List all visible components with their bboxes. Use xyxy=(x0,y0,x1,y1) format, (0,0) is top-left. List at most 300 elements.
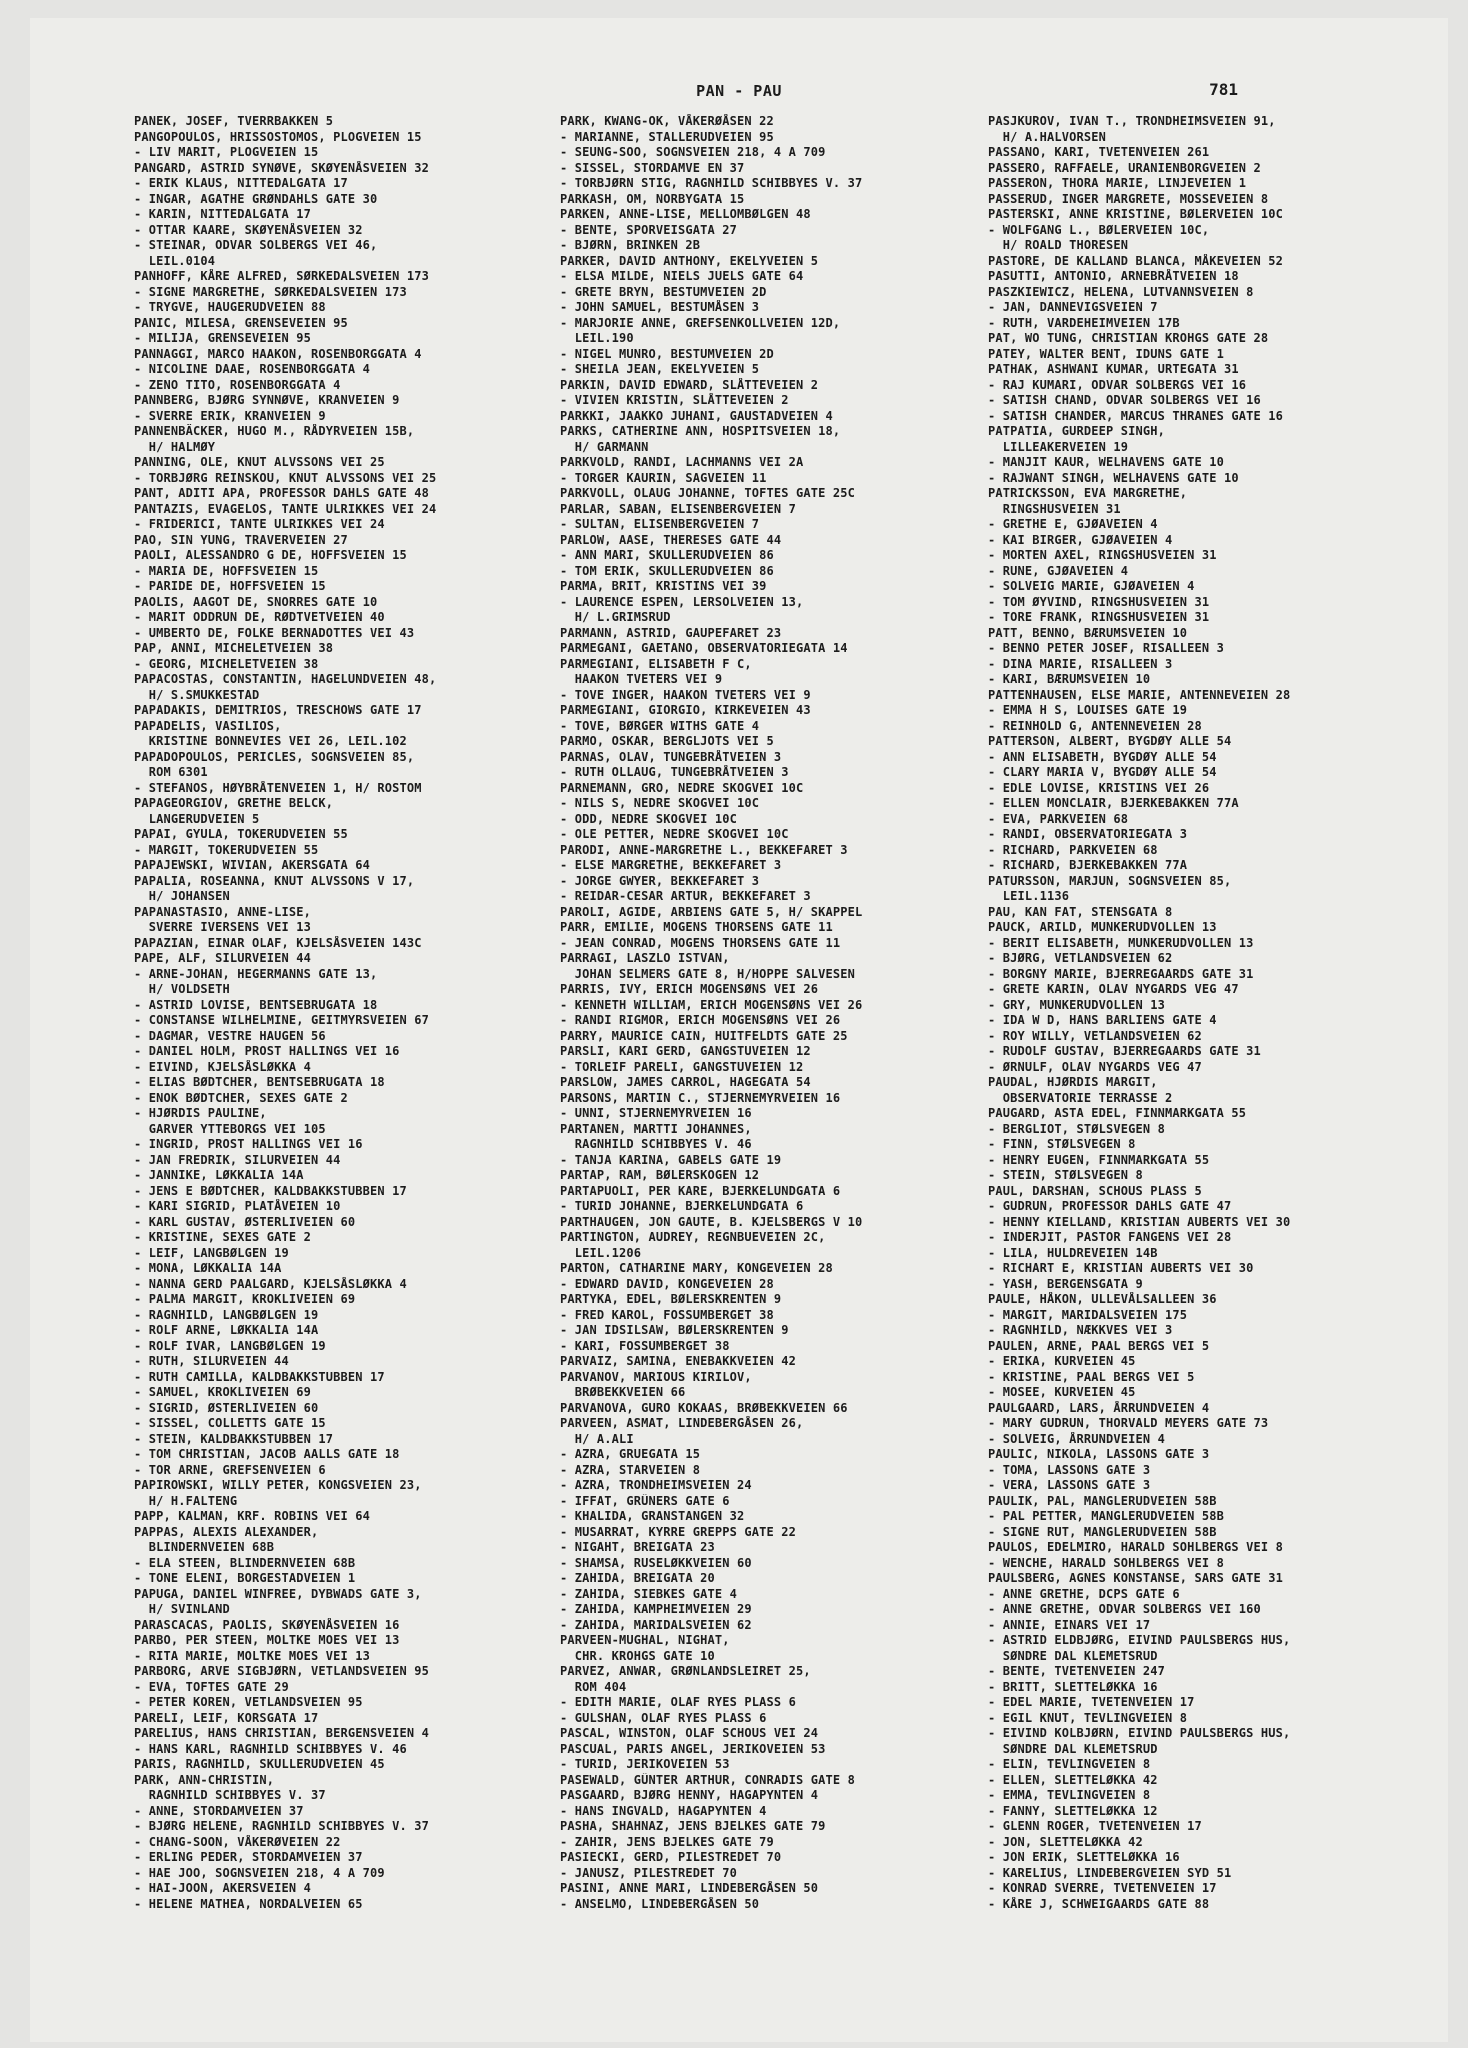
directory-entry-line: H/ A.HALVORSEN xyxy=(988,129,1106,144)
directory-entry-line: - OLE PETTER, NEDRE SKOGVEI 10C xyxy=(560,827,789,841)
directory-entry-line: PAPUGA, DANIEL WINFREE, DYBWADS GATE 3, xyxy=(134,1586,422,1601)
directory-entry-line: PASSERO, RAFFAELE, URANIENBORGVEIEN 2 xyxy=(988,160,1261,175)
directory-entry-line: PARMA, BRIT, KRISTINS VEI 39 xyxy=(560,579,767,593)
directory-entry-line: PARKIN, DAVID EDWARD, SLÅTTEVEIEN 2 xyxy=(560,377,819,392)
directory-entry-line: PAPANASTASIO, ANNE-LISE, xyxy=(134,904,311,919)
directory-entry-line: - ANNIE, EINARS VEI 17 xyxy=(988,1617,1151,1632)
directory-entry-line: H/ SVINLAND xyxy=(134,1602,230,1616)
directory-entry-line: - TOVE, BØRGER WITHS GATE 4 xyxy=(560,718,760,733)
directory-page xyxy=(30,18,1448,2042)
directory-entry-line: - BENNO PETER JOSEF, RISALLEEN 3 xyxy=(988,641,1224,655)
directory-entry-line: PAUGARD, ASTA EDEL, FINNMARKGATA 55 xyxy=(988,1106,1247,1120)
directory-entry-line: - ANNE GRETHE, DCPS GATE 6 xyxy=(988,1586,1180,1601)
directory-entry-line: - SATISH CHAND, ODVAR SOLBERGS VEI 16 xyxy=(988,393,1261,407)
directory-entry-line: - EGIL KNUT, TEVLINGVEIEN 8 xyxy=(988,1710,1188,1725)
directory-entry-line: - MARIANNE, STALLERUDVEIEN 95 xyxy=(560,129,774,144)
directory-entry-line: PASEWALD, GÜNTER ARTHUR, CONRADIS GATE 8 xyxy=(560,1772,855,1787)
directory-entry-line: - ELLEN MONCLAIR, BJERKEBAKKEN 77A xyxy=(988,796,1239,810)
directory-entry-line: - GULSHAN, OLAF RYES PLASS 6 xyxy=(560,1710,767,1725)
directory-entry-line: - KÅRE J, SCHWEIGAARDS GATE 88 xyxy=(988,1896,1210,1911)
directory-entry-line: - UMBERTO DE, FOLKE BERNADOTTES VEI 43 xyxy=(134,625,415,640)
directory-entry-line: LEIL.1206 xyxy=(560,1245,642,1260)
directory-entry-line: PATPATIA, GURDEEP SINGH, xyxy=(988,424,1165,438)
directory-entry-line: - LIV MARIT, PLOGVEIEN 15 xyxy=(134,145,319,159)
directory-entry-line: - EVA, TOFTES GATE 29 xyxy=(134,1679,289,1694)
directory-entry-line: - BJØRG, VETLANDSVEIEN 62 xyxy=(988,951,1173,965)
directory-entry-line: - NILS S, NEDRE SKOGVEI 10C xyxy=(560,796,760,810)
directory-entry-line: H/ S.SMUKKESTAD xyxy=(134,687,260,702)
directory-entry-line: PARMANN, ASTRID, GAUPEFARET 23 xyxy=(560,625,782,640)
directory-entry-line: - STEIN, KALDBAKKSTUBBEN 17 xyxy=(134,1431,334,1446)
directory-entry-line: RINGSHUSVEIEN 31 xyxy=(988,501,1121,516)
directory-column-2 xyxy=(560,114,980,1912)
directory-entry-line: - STEINAR, ODVAR SOLBERGS VEI 46, xyxy=(134,238,378,252)
directory-entry-line: PASTERSKI, ANNE KRISTINE, BØLERVEIEN 10C xyxy=(988,207,1283,221)
directory-entry-line: PARMEGIANI, ELISABETH F C, xyxy=(560,656,752,671)
directory-entry-line: PAPADAKIS, DEMITRIOS, TRESCHOWS GATE 17 xyxy=(134,703,422,717)
directory-entry-line: CHR. KROHGS GATE 10 xyxy=(560,1648,715,1663)
directory-entry-line: - HENRY EUGEN, FINNMARKGATA 55 xyxy=(988,1152,1210,1167)
directory-entry-line: - AZRA, TRONDHEIMSVEIEN 24 xyxy=(560,1478,752,1492)
directory-entry-line: - OTTAR KAARE, SKØYENÅSVEIEN 32 xyxy=(134,222,363,237)
directory-entry-line: - TRYGVE, HAUGERUDVEIEN 88 xyxy=(134,300,326,314)
directory-entry-line: - BERGLIOT, STØLSVEGEN 8 xyxy=(988,1121,1165,1136)
directory-entry-line: - MARIT ODDRUN DE, RØDTVETVEIEN 40 xyxy=(134,610,385,624)
directory-entry-line: - JAN FREDRIK, SILURVEIEN 44 xyxy=(134,1152,341,1167)
directory-entry-line: - INGAR, AGATHE GRØNDAHLS GATE 30 xyxy=(134,191,378,206)
directory-entry-line: - ZAHIDA, BREIGATA 20 xyxy=(560,1571,715,1585)
directory-entry-line: - DANIEL HOLM, PROST HALLINGS VEI 16 xyxy=(134,1044,400,1058)
directory-entry-line: PANNING, OLE, KNUT ALVSSONS VEI 25 xyxy=(134,455,385,469)
directory-entry-line: PAPADOPOULOS, PERICLES, SOGNSVEIEN 85, xyxy=(134,749,415,764)
directory-entry-line: - JANNIKE, LØKKALIA 14A xyxy=(134,1168,304,1182)
directory-entry-line: - RUTH, VARDEHEIMVEIEN 17B xyxy=(988,315,1180,330)
directory-entry-line: PAPALIA, ROSEANNA, KNUT ALVSSONS V 17, xyxy=(134,873,415,888)
directory-entry-line: - UNNI, STJERNEMYRVEIEN 16 xyxy=(560,1106,752,1120)
directory-entry-line: - TOM CHRISTIAN, JACOB AALLS GATE 18 xyxy=(134,1447,400,1461)
directory-entry-line: - EDEL MARIE, TVETENVEIEN 17 xyxy=(988,1695,1195,1709)
directory-entry-line: PARKVOLL, OLAUG JOHANNE, TOFTES GATE 25C xyxy=(560,486,855,500)
directory-entry-line: PASTORE, DE KALLAND BLANCA, MÅKEVEIEN 52 xyxy=(988,253,1283,268)
directory-entry-line: - JAN, DANNEVIGSVEIEN 7 xyxy=(988,300,1158,314)
directory-entry-line: PANT, ADITI APA, PROFESSOR DAHLS GATE 48 xyxy=(134,486,429,500)
directory-entry-line: - TOVE INGER, HAAKON TVETERS VEI 9 xyxy=(560,687,811,702)
directory-entry-line: H/ HALMØY xyxy=(134,439,216,454)
directory-entry-line: PARMEGIANI, GIORGIO, KIRKEVEIEN 43 xyxy=(560,703,811,717)
directory-entry-line: PARTYKA, EDEL, BØLERSKRENTEN 9 xyxy=(560,1292,782,1306)
directory-entry-line: - RICHART E, KRISTIAN AUBERTS VEI 30 xyxy=(988,1261,1254,1275)
directory-entry-line: PAPAZIAN, EINAR OLAF, KJELSÅSVEIEN 143C xyxy=(134,935,422,950)
directory-entry-line: PARBO, PER STEEN, MOLTKE MOES VEI 13 xyxy=(134,1633,400,1647)
directory-entry-line: - KARI SIGRID, PLATÅVEIEN 10 xyxy=(134,1199,341,1213)
directory-entry-line: - HJØRDIS PAULINE, xyxy=(134,1106,267,1120)
directory-entry-line: PANEK, JOSEF, TVERRBAKKEN 5 xyxy=(134,114,334,128)
directory-entry-line: - ENOK BØDTCHER, SEXES GATE 2 xyxy=(134,1090,348,1105)
directory-entry-line: - AZRA, GRUEGATA 15 xyxy=(560,1447,701,1461)
directory-entry-line: - HANS KARL, RAGNHILD SCHIBBYES V. 46 xyxy=(134,1741,407,1756)
directory-entry-line: - LILA, HULDREVEIEN 14B xyxy=(988,1245,1158,1260)
directory-entry-line: - NIGEL MUNRO, BESTUMVEIEN 2D xyxy=(560,346,774,361)
directory-entry-line: PANGARD, ASTRID SYNØVE, SKØYENÅSVEIEN 32 xyxy=(134,160,429,175)
directory-entry-line: ROM 6301 xyxy=(134,765,208,779)
directory-entry-line: PARVEEN, ASMAT, LINDEBERGÅSEN 26, xyxy=(560,1416,804,1430)
directory-entry-line: - RANDI RIGMOR, ERICH MOGENSØNS VEI 26 xyxy=(560,1013,841,1027)
directory-entry-line: - SHEILA JEAN, EKELYVEIEN 5 xyxy=(560,362,760,376)
directory-entry-line: PASSERON, THORA MARIE, LINJEVEIEN 1 xyxy=(988,176,1247,190)
directory-entry-line: - ZENO TITO, ROSENBORGGATA 4 xyxy=(134,377,341,392)
directory-entry-line: - MANJIT KAUR, WELHAVENS GATE 10 xyxy=(988,455,1224,469)
directory-entry-line: PARVEEN-MUGHAL, NIGHAT, xyxy=(560,1633,730,1647)
directory-entry-line: - ANN MARI, SKULLERUDVEIEN 86 xyxy=(560,548,774,562)
directory-entry-line: PARSONS, MARTIN C., STJERNEMYRVEIEN 16 xyxy=(560,1090,841,1105)
directory-entry-line: - JON ERIK, SLETTELØKKA 16 xyxy=(988,1850,1180,1864)
directory-entry-line: - MONA, LØKKALIA 14A xyxy=(134,1261,282,1275)
directory-entry-line: PAULIC, NIKOLA, LASSONS GATE 3 xyxy=(988,1447,1210,1461)
directory-entry-line: LEIL.0104 xyxy=(134,253,216,268)
directory-entry-line: PANTAZIS, EVAGELOS, TANTE ULRIKKES VEI 24 xyxy=(134,501,437,516)
directory-entry-line: - PARIDE DE, HOFFSVEIEN 15 xyxy=(134,579,326,593)
directory-entry-line: - JANUSZ, PILESTREDET 70 xyxy=(560,1865,737,1880)
directory-entry-line: - KARELIUS, LINDEBERGVEIEN SYD 51 xyxy=(988,1865,1232,1880)
directory-entry-line: - ARNE-JOHAN, HEGERMANNS GATE 13, xyxy=(134,966,378,981)
directory-entry-line: - BENTE, SPORVEISGATA 27 xyxy=(560,222,737,237)
directory-entry-line: - TORGER KAURIN, SAGVEIEN 11 xyxy=(560,470,767,485)
directory-entry-line: PAULEN, ARNE, PAAL BERGS VEI 5 xyxy=(988,1338,1210,1353)
directory-entry-line: PANNBERG, BJØRG SYNNØVE, KRANVEIEN 9 xyxy=(134,393,400,407)
directory-entry-line: - MARGIT, TOKERUDVEIEN 55 xyxy=(134,842,319,857)
directory-entry-line: - RAGNHILD, NÆKKVES VEI 3 xyxy=(988,1323,1173,1337)
directory-entry-line: - MARY GUDRUN, THORVALD MEYERS GATE 73 xyxy=(988,1416,1269,1430)
directory-entry-line: - BORGNY MARIE, BJERREGAARDS GATE 31 xyxy=(988,966,1254,981)
directory-entry-line: PASCAL, WINSTON, OLAF SCHOUS VEI 24 xyxy=(560,1726,819,1740)
directory-entry-line: PANGOPOULOS, HRISSOSTOMOS, PLOGVEIEN 15 xyxy=(134,129,422,144)
directory-entry-line: LANGERUDVEIEN 5 xyxy=(134,811,260,826)
directory-entry-line: - SAMUEL, KROKLIVEIEN 69 xyxy=(134,1385,311,1399)
directory-entry-line: PAP, ANNI, MICHELETVEIEN 38 xyxy=(134,641,334,655)
directory-entry-line: - ELSA MILDE, NIELS JUELS GATE 64 xyxy=(560,269,804,283)
directory-entry-line: - INDERJIT, PASTOR FANGENS VEI 28 xyxy=(988,1230,1232,1244)
directory-entry-line: - ERIKA, KURVEIEN 45 xyxy=(988,1354,1136,1368)
directory-entry-line: - DAGMAR, VESTRE HAUGEN 56 xyxy=(134,1028,326,1043)
directory-entry-line: - RICHARD, BJERKEBAKKEN 77A xyxy=(988,858,1188,872)
directory-entry-line: PARTHAUGEN, JON GAUTE, B. KJELSBERGS V 10 xyxy=(560,1214,863,1229)
directory-entry-line: - REINHOLD G, ANTENNEVEIEN 28 xyxy=(988,718,1202,733)
directory-entry-line: PATT, BENNO, BÆRUMSVEIEN 10 xyxy=(988,625,1188,640)
directory-entry-line: PARASCACAS, PAOLIS, SKØYENÅSVEIEN 16 xyxy=(134,1617,400,1632)
directory-entry-line: PASSERUD, INGER MARGRETE, MOSSEVEIEN 8 xyxy=(988,191,1269,206)
directory-entry-line: PANNENBÄCKER, HUGO M., RÅDYRVEIEN 15B, xyxy=(134,424,415,438)
directory-entry-line: - TORBJØRN STIG, RAGNHILD SCHIBBYES V. 37 xyxy=(560,176,863,190)
directory-entry-line: - RAGNHILD, LANGBØLGEN 19 xyxy=(134,1307,319,1322)
directory-entry-line: PARTAPUOLI, PER KARE, BJERKELUNDGATA 6 xyxy=(560,1183,841,1198)
directory-entry-line: - GRY, MUNKERUDVOLLEN 13 xyxy=(988,997,1165,1012)
directory-entry-line: PATRICKSSON, EVA MARGRETHE, xyxy=(988,486,1188,500)
directory-entry-line: PARVANOV, MARIOUS KIRILOV, xyxy=(560,1369,752,1384)
directory-entry-line: - JORGE GWYER, BEKKEFARET 3 xyxy=(560,873,760,888)
directory-entry-line: - CHANG-SOON, VÅKERØVEIEN 22 xyxy=(134,1834,341,1849)
directory-entry-line: - KARI, FOSSUMBERGET 38 xyxy=(560,1338,730,1353)
directory-entry-line: PAPADELIS, VASILIOS, xyxy=(134,718,282,733)
directory-entry-line: - KRISTINE, PAAL BERGS VEI 5 xyxy=(988,1369,1195,1384)
directory-entry-line: PANHOFF, KÅRE ALFRED, SØRKEDALSVEIEN 173 xyxy=(134,269,429,283)
directory-entry-line: - NICOLINE DAAE, ROSENBORGGATA 4 xyxy=(134,362,370,376)
directory-entry-line: - EDWARD DAVID, KONGEVEIEN 28 xyxy=(560,1276,774,1291)
directory-entry-line: - KRISTINE, SEXES GATE 2 xyxy=(134,1230,311,1244)
directory-entry-line: - JAN IDSILSAW, BØLERSKRENTEN 9 xyxy=(560,1323,789,1337)
directory-entry-line: SØNDRE DAL KLEMETSRUD xyxy=(988,1741,1158,1756)
directory-entry-line: - JENS E BØDTCHER, KALDBAKKSTUBBEN 17 xyxy=(134,1183,407,1198)
directory-entry-line: - NANNA GERD PAALGARD, KJELSÅSLØKKA 4 xyxy=(134,1276,407,1291)
directory-entry-line: - HENNY KIELLAND, KRISTIAN AUBERTS VEI 30 xyxy=(988,1214,1291,1229)
directory-entry-line: - RITA MARIE, MOLTKE MOES VEI 13 xyxy=(134,1648,370,1663)
directory-entry-line: PASINI, ANNE MARI, LINDEBERGÅSEN 50 xyxy=(560,1881,819,1895)
directory-entry-line: - STEFANOS, HØYBRÅTENVEIEN 1, H/ ROSTOM xyxy=(134,780,422,795)
directory-entry-line: KRISTINE BONNEVIES VEI 26, LEIL.102 xyxy=(134,734,407,748)
directory-entry-line: - EDLE LOVISE, KRISTINS VEI 26 xyxy=(988,780,1210,795)
directory-entry-line: - KARI, BÆRUMSVEIEN 10 xyxy=(988,672,1151,686)
directory-entry-line: - TONE ELENI, BORGESTADVEIEN 1 xyxy=(134,1571,356,1585)
directory-entry-line: - ANN ELISABETH, BYGDØY ALLE 54 xyxy=(988,749,1217,764)
directory-entry-line: - TORLEIF PARELI, GANGSTUVEIEN 12 xyxy=(560,1059,804,1074)
directory-entry-line: - TURID JOHANNE, BJERKELUNDGATA 6 xyxy=(560,1199,804,1213)
directory-entry-line: PARRAGI, LASZLO ISTVAN, xyxy=(560,951,730,965)
directory-entry-line: - TURID, JERIKOVEIEN 53 xyxy=(560,1757,730,1771)
directory-entry-line: - ANNE GRETHE, ODVAR SOLBERGS VEI 160 xyxy=(988,1602,1261,1616)
directory-entry-line: - KAI BIRGER, GJØAVEIEN 4 xyxy=(988,532,1173,547)
directory-entry-line: SØNDRE DAL KLEMETSRUD xyxy=(988,1648,1158,1663)
directory-entry-line: - RUTH, SILURVEIEN 44 xyxy=(134,1354,289,1368)
directory-entry-line: PARKASH, OM, NORBYGATA 15 xyxy=(560,191,745,206)
directory-entry-line: PARBORG, ARVE SIGBJØRN, VETLANDSVEIEN 95 xyxy=(134,1664,429,1678)
directory-entry-line: PARELIUS, HANS CHRISTIAN, BERGENSVEIEN 4 xyxy=(134,1726,429,1740)
directory-entry-line: PASIECKI, GERD, PILESTREDET 70 xyxy=(560,1850,782,1864)
directory-entry-line: - KHALIDA, GRANSTANGEN 32 xyxy=(560,1509,745,1523)
directory-entry-line: - WENCHE, HARALD SOHLBERGS VEI 8 xyxy=(988,1555,1224,1570)
page-number: 781 xyxy=(1209,80,1238,99)
directory-entry-line: - SIGNE MARGRETHE, SØRKEDALSVEIEN 173 xyxy=(134,284,407,299)
directory-entry-line: - ELIN, TEVLINGVEIEN 8 xyxy=(988,1757,1151,1771)
directory-entry-line: - MORTEN AXEL, RINGSHUSVEIEN 31 xyxy=(988,548,1217,562)
directory-entry-line: PAPE, ALF, SILURVEIEN 44 xyxy=(134,951,311,965)
directory-entry-line: - KARL GUSTAV, ØSTERLIVEIEN 60 xyxy=(134,1214,356,1229)
directory-entry-line: PAOLIS, AAGOT DE, SNORRES GATE 10 xyxy=(134,594,378,609)
directory-entry-line: PASHA, SHAHNAZ, JENS BJELKES GATE 79 xyxy=(560,1819,826,1833)
directory-entry-line: - ELA STEEN, BLINDERNVEIEN 68B xyxy=(134,1555,356,1570)
directory-entry-line: - JOHN SAMUEL, BESTUMÅSEN 3 xyxy=(560,300,760,314)
directory-entry-line: - HAI-JOON, AKERSVEIEN 4 xyxy=(134,1881,311,1895)
directory-entry-line: - SISSEL, COLLETTS GATE 15 xyxy=(134,1416,326,1430)
directory-entry-line: - MILIJA, GRENSEVEIEN 95 xyxy=(134,331,311,345)
directory-entry-line: - JEAN CONRAD, MOGENS THORSENS GATE 11 xyxy=(560,935,841,950)
directory-entry-line: PARVAIZ, SAMINA, ENEBAKKVEIEN 42 xyxy=(560,1354,796,1368)
directory-entry-line: - STEIN, STØLSVEGEN 8 xyxy=(988,1168,1143,1182)
directory-entry-line: PAUL, DARSHAN, SCHOUS PLASS 5 xyxy=(988,1183,1202,1198)
directory-entry-line: PATURSSON, MARJUN, SOGNSVEIEN 85, xyxy=(988,873,1232,888)
directory-entry-line: GARVER YTTEBORGS VEI 105 xyxy=(134,1121,326,1136)
directory-entry-line: PAU, KAN FAT, STENSGATA 8 xyxy=(988,904,1173,919)
directory-entry-line: - SATISH CHANDER, MARCUS THRANES GATE 16 xyxy=(988,408,1283,423)
directory-entry-line: HAAKON TVETERS VEI 9 xyxy=(560,672,723,686)
directory-entry-line: PARELI, LEIF, KORSGATA 17 xyxy=(134,1710,319,1725)
directory-entry-line: - GUDRUN, PROFESSOR DAHLS GATE 47 xyxy=(988,1199,1232,1213)
directory-entry-line: PARK, ANN-CHRISTIN, xyxy=(134,1772,275,1787)
directory-entry-line: - ROY WILLY, VETLANDSVEIEN 62 xyxy=(988,1028,1202,1043)
directory-entry-line: PARODI, ANNE-MARGRETHE L., BEKKEFARET 3 xyxy=(560,842,848,857)
directory-entry-line: PARKS, CATHERINE ANN, HOSPITSVEIEN 18, xyxy=(560,424,841,438)
directory-entry-line: RAGNHILD SCHIBBYES V. 37 xyxy=(134,1788,326,1802)
directory-entry-line: PARNAS, OLAV, TUNGEBRÅTVEIEN 3 xyxy=(560,749,782,764)
directory-entry-line: - REIDAR-CESAR ARTUR, BEKKEFARET 3 xyxy=(560,889,811,903)
directory-entry-line: PARTANEN, MARTTI JOHANNES, xyxy=(560,1121,752,1136)
directory-entry-line: - YASH, BERGENSGATA 9 xyxy=(988,1276,1143,1291)
directory-entry-line: H/ A.ALI xyxy=(560,1431,634,1446)
directory-entry-line: - SISSEL, STORDAMVE EN 37 xyxy=(560,160,745,175)
directory-entry-line: PARLOW, AASE, THERESES GATE 44 xyxy=(560,532,782,547)
directory-entry-line: PARKEN, ANNE-LISE, MELLOMBØLGEN 48 xyxy=(560,207,811,221)
directory-entry-line: - GRETHE E, GJØAVEIEN 4 xyxy=(988,517,1158,531)
directory-entry-line: LEIL.1136 xyxy=(988,889,1070,903)
directory-entry-line: - ØRNULF, OLAV NYGARDS VEG 47 xyxy=(988,1059,1202,1074)
directory-entry-line: - ANNE, STORDAMVEIEN 37 xyxy=(134,1803,304,1818)
directory-entry-line: - ASTRID ELDBJØRG, EIVIND PAULSBERGS HUS, xyxy=(988,1633,1291,1647)
directory-entry-line: PARMEGANI, GAETANO, OBSERVATORIEGATA 14 xyxy=(560,641,848,655)
directory-entry-line: - ELLEN, SLETTELØKKA 42 xyxy=(988,1772,1158,1787)
directory-entry-line: PAPPAS, ALEXIS ALEXANDER, xyxy=(134,1524,319,1539)
directory-entry-line: - AZRA, STARVEIEN 8 xyxy=(560,1462,701,1477)
directory-entry-line: PAULOS, EDELMIRO, HARALD SOHLBERGS VEI 8 xyxy=(988,1540,1283,1554)
directory-entry-line: PAPAI, GYULA, TOKERUDVEIEN 55 xyxy=(134,827,348,841)
directory-entry-line: - GRETE BRYN, BESTUMVEIEN 2D xyxy=(560,284,767,299)
directory-entry-line: OBSERVATORIE TERRASSE 2 xyxy=(988,1090,1173,1105)
directory-entry-line: - ROLF IVAR, LANGBØLGEN 19 xyxy=(134,1338,326,1353)
directory-entry-line: PAULIK, PAL, MANGLERUDVEIEN 58B xyxy=(988,1493,1217,1508)
directory-entry-line: PAPP, KALMAN, KRF. ROBINS VEI 64 xyxy=(134,1509,370,1523)
directory-entry-line: PARVANOVA, GURO KOKAAS, BRØBEKKVEIEN 66 xyxy=(560,1400,848,1415)
directory-entry-line: PAO, SIN YUNG, TRAVERVEIEN 27 xyxy=(134,532,348,547)
directory-entry-line: - EDITH MARIE, OLAF RYES PLASS 6 xyxy=(560,1695,796,1709)
directory-entry-line: - MUSARRAT, KYRRE GREPPS GATE 22 xyxy=(560,1524,796,1539)
directory-entry-line: - TANJA KARINA, GABELS GATE 19 xyxy=(560,1152,782,1167)
directory-entry-line: PAOLI, ALESSANDRO G DE, HOFFSVEIEN 15 xyxy=(134,548,407,562)
directory-entry-line: - TORE FRANK, RINGSHUSVEIEN 31 xyxy=(988,610,1210,624)
directory-entry-line: - VERA, LASSONS GATE 3 xyxy=(988,1478,1151,1492)
directory-entry-line: PASJKUROV, IVAN T., TRONDHEIMSVEIEN 91, xyxy=(988,114,1276,128)
directory-entry-line: - KONRAD SVERRE, TVETENVEIEN 17 xyxy=(988,1881,1217,1895)
directory-entry-line: - RUTH CAMILLA, KALDBAKKSTUBBEN 17 xyxy=(134,1369,385,1384)
directory-entry-line: - RAJWANT SINGH, WELHAVENS GATE 10 xyxy=(988,470,1239,485)
directory-entry-line: PASCUAL, PARIS ANGEL, JERIKOVEIEN 53 xyxy=(560,1741,826,1756)
directory-entry-line: PARTAP, RAM, BØLERSKOGEN 12 xyxy=(560,1168,760,1182)
directory-entry-line: PASGAARD, BJØRG HENNY, HAGAPYNTEN 4 xyxy=(560,1788,819,1802)
directory-entry-line: - HAE JOO, SOGNSVEIEN 218, 4 A 709 xyxy=(134,1865,385,1880)
directory-entry-line: - RAJ KUMARI, ODVAR SOLBERGS VEI 16 xyxy=(988,377,1247,392)
directory-entry-line: - SVERRE ERIK, KRANVEIEN 9 xyxy=(134,408,326,423)
directory-entry-line: - MARIA DE, HOFFSVEIEN 15 xyxy=(134,563,319,578)
directory-entry-line: PAUDAL, HJØRDIS MARGIT, xyxy=(988,1075,1158,1089)
directory-entry-line: H/ ROALD THORESEN xyxy=(988,238,1129,252)
directory-entry-line: - TOM ERIK, SKULLERUDVEIEN 86 xyxy=(560,563,774,578)
directory-entry-line: PAPAGEORGIOV, GRETHE BELCK, xyxy=(134,796,334,810)
directory-entry-line: PAPACOSTAS, CONSTANTIN, HAGELUNDVEIEN 48, xyxy=(134,672,437,686)
directory-entry-line: - TOM ØYVIND, RINGSHUSVEIEN 31 xyxy=(988,594,1210,609)
directory-entry-line: - CLARY MARIA V, BYGDØY ALLE 54 xyxy=(988,765,1217,779)
directory-entry-line: - LAURENCE ESPEN, LERSOLVEIEN 13, xyxy=(560,594,804,609)
directory-entry-line: PARIS, RAGNHILD, SKULLERUDVEIEN 45 xyxy=(134,1757,385,1771)
directory-entry-line: H/ H.FALTENG xyxy=(134,1493,238,1508)
directory-entry-line: PASZKIEWICZ, HELENA, LUTVANNSVEIEN 8 xyxy=(988,284,1254,299)
directory-entry-line: PARKVOLD, RANDI, LACHMANNS VEI 2A xyxy=(560,455,804,469)
directory-entry-line: PAULGAARD, LARS, ÅRRUNDVEIEN 4 xyxy=(988,1400,1210,1415)
directory-entry-line: - BJØRG HELENE, RAGNHILD SCHIBBYES V. 37 xyxy=(134,1819,429,1833)
directory-entry-line: - FRED KAROL, FOSSUMBERGET 38 xyxy=(560,1307,774,1322)
directory-entry-line: PARNEMANN, GRO, NEDRE SKOGVEI 10C xyxy=(560,780,804,795)
directory-entry-line: PAPAJEWSKI, WIVIAN, AKERSGATA 64 xyxy=(134,858,370,872)
directory-entry-line: - MARGIT, MARIDALSVEIEN 175 xyxy=(988,1307,1188,1322)
directory-entry-line: PARKER, DAVID ANTHONY, EKELYVEIEN 5 xyxy=(560,253,819,268)
directory-entry-line: - ERLING PEDER, STORDAMVEIEN 37 xyxy=(134,1850,363,1864)
directory-entry-line: RAGNHILD SCHIBBYES V. 46 xyxy=(560,1137,752,1151)
directory-entry-line: - PETER KOREN, VETLANDSVEIEN 95 xyxy=(134,1695,363,1709)
directory-entry-line: - MOSEE, KURVEIEN 45 xyxy=(988,1385,1136,1399)
directory-entry-line: H/ VOLDSETH xyxy=(134,982,230,996)
directory-entry-line: - SIGRID, ØSTERLIVEIEN 60 xyxy=(134,1400,319,1415)
directory-entry-line: - KENNETH WILLIAM, ERICH MOGENSØNS VEI 26 xyxy=(560,997,863,1012)
page-header-range: PAN - PAU xyxy=(696,82,782,100)
directory-entry-line: - RUTH OLLAUG, TUNGEBRÅTVEIEN 3 xyxy=(560,765,789,779)
directory-entry-line: - FRIDERICI, TANTE ULRIKKES VEI 24 xyxy=(134,517,385,531)
directory-entry-line: - BRITT, SLETTELØKKA 16 xyxy=(988,1679,1158,1694)
directory-entry-line: - ZAHIDA, SIEBKES GATE 4 xyxy=(560,1586,737,1601)
directory-entry-line: PARMO, OSKAR, BERGLJOTS VEI 5 xyxy=(560,734,774,748)
directory-entry-line: - SIGNE RUT, MANGLERUDVEIEN 58B xyxy=(988,1524,1217,1539)
directory-entry-line: - ZAHIDA, KAMPHEIMVEIEN 29 xyxy=(560,1602,752,1616)
directory-entry-line: PATHAK, ASHWANI KUMAR, URTEGATA 31 xyxy=(988,362,1239,376)
directory-entry-line: PAULSBERG, AGNES KONSTANSE, SARS GATE 31 xyxy=(988,1571,1283,1585)
directory-entry-line: - ELIAS BØDTCHER, BENTSEBRUGATA 18 xyxy=(134,1075,385,1089)
directory-entry-line: ROM 404 xyxy=(560,1679,627,1694)
directory-entry-line: SVERRE IVERSENS VEI 13 xyxy=(134,920,311,934)
directory-entry-line: - RUDOLF GUSTAV, BJERREGAARDS GATE 31 xyxy=(988,1044,1261,1058)
directory-entry-line: PASUTTI, ANTONIO, ARNEBRÅTVEIEN 18 xyxy=(988,269,1239,283)
directory-entry-line: - ODD, NEDRE SKOGVEI 10C xyxy=(560,811,737,826)
directory-entry-line: - IFFAT, GRÜNERS GATE 6 xyxy=(560,1493,730,1508)
directory-entry-line: - SOLVEIG MARIE, GJØAVEIEN 4 xyxy=(988,579,1195,593)
directory-entry-line: - ZAHIR, JENS BJELKES GATE 79 xyxy=(560,1834,774,1849)
directory-entry-line: PASSANO, KARI, TVETENVEIEN 261 xyxy=(988,145,1210,159)
directory-entry-line: LILLEAKERVEIEN 19 xyxy=(988,439,1129,454)
directory-entry-line: - EVA, PARKVEIEN 68 xyxy=(988,811,1129,826)
directory-entry-line: JOHAN SELMERS GATE 8, H/HOPPE SALVESEN xyxy=(560,966,855,981)
directory-entry-line: PATEY, WALTER BENT, IDUNS GATE 1 xyxy=(988,346,1224,361)
directory-entry-line: PARRIS, IVY, ERICH MOGENSØNS VEI 26 xyxy=(560,982,819,996)
directory-entry-line: - TOMA, LASSONS GATE 3 xyxy=(988,1462,1151,1477)
directory-entry-line: - ASTRID LOVISE, BENTSEBRUGATA 18 xyxy=(134,997,378,1012)
directory-entry-line: - NIGAHT, BREIGATA 23 xyxy=(560,1540,715,1554)
directory-entry-line: - RANDI, OBSERVATORIEGATA 3 xyxy=(988,827,1188,841)
directory-entry-line: BLINDERNVEIEN 68B xyxy=(134,1540,275,1554)
directory-entry-line: - EIVIND, KJELSÅSLØKKA 4 xyxy=(134,1059,311,1074)
directory-entry-line: PARSLOW, JAMES CARROL, HAGEGATA 54 xyxy=(560,1075,811,1089)
directory-entry-line: PAT, WO TUNG, CHRISTIAN KROHGS GATE 28 xyxy=(988,331,1269,345)
directory-entry-line: H/ L.GRIMSRUD xyxy=(560,610,671,624)
directory-entry-line: - TOR ARNE, GREFSENVEIEN 6 xyxy=(134,1462,326,1477)
directory-entry-line: - ZAHIDA, MARIDALSVEIEN 62 xyxy=(560,1617,752,1632)
directory-entry-line: - HELENE MATHEA, NORDALVEIEN 65 xyxy=(134,1896,363,1911)
directory-entry-line: - GEORG, MICHELETVEIEN 38 xyxy=(134,656,319,671)
directory-entry-line: PARRY, MAURICE CAIN, HUITFELDTS GATE 25 xyxy=(560,1028,848,1043)
directory-entry-line: - PAL PETTER, MANGLERUDVEIEN 58B xyxy=(988,1509,1224,1523)
directory-entry-line: - CONSTANSE WILHELMINE, GEITMYRSVEIEN 67 xyxy=(134,1013,429,1027)
